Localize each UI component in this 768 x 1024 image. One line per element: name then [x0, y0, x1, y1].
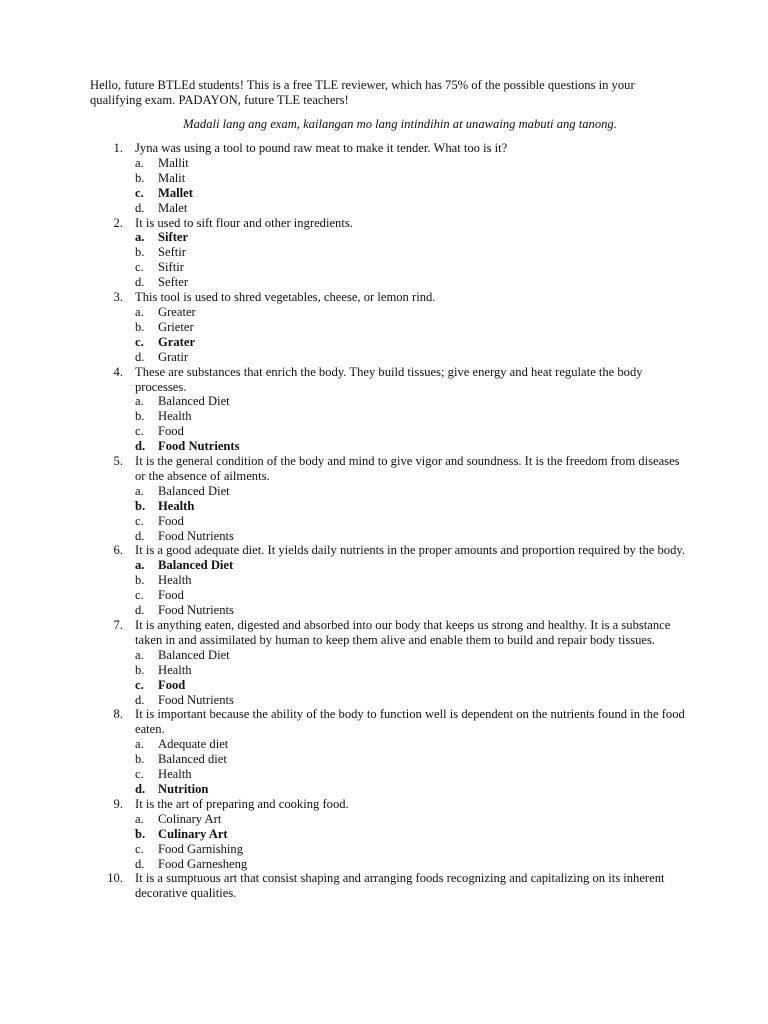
- option-text: Food Nutrients: [158, 439, 240, 454]
- question-item: [90, 365, 690, 454]
- question-text: This tool is used to shred vegetables, cheese, or lemon rind.: [135, 290, 436, 305]
- option-letter: d.: [135, 349, 145, 364]
- question-text: It is used to sift flour and other ingredients.: [135, 215, 353, 230]
- option-text: Balanced Diet: [158, 647, 230, 662]
- option-text: Food: [158, 677, 186, 692]
- option-letter: c.: [135, 513, 144, 528]
- answer-option: [135, 305, 690, 320]
- answer-option: [135, 812, 690, 827]
- question-item: [90, 618, 690, 707]
- answer-option: [135, 409, 690, 424]
- answer-option: [135, 737, 690, 752]
- correct-answer-option: [135, 439, 690, 454]
- option-text: Malit: [158, 170, 186, 185]
- answer-option: [135, 767, 690, 782]
- option-text: Siftir: [158, 260, 184, 275]
- answer-option: [135, 260, 690, 275]
- answer-option: [135, 484, 690, 499]
- option-letter: d.: [135, 603, 145, 618]
- option-letter: d.: [135, 692, 145, 707]
- correct-answer-option: [135, 827, 690, 842]
- option-letter: b.: [135, 826, 146, 841]
- option-text: Seftir: [158, 245, 186, 260]
- correct-answer-option: [135, 558, 690, 573]
- option-text: Greater: [158, 304, 196, 319]
- question-list: [90, 141, 690, 901]
- option-text: Food Nutrients: [158, 528, 234, 543]
- question-item: [90, 797, 690, 872]
- answer-option: [135, 275, 690, 290]
- answer-option: [135, 663, 690, 678]
- option-letter: b.: [135, 573, 145, 588]
- option-text: Balanced Diet: [158, 483, 230, 498]
- answer-option: [135, 529, 690, 544]
- answer-option: [135, 156, 690, 171]
- option-letter: b.: [135, 319, 145, 334]
- answer-option: [135, 171, 690, 186]
- answer-option: [135, 752, 690, 767]
- option-letter: c.: [135, 260, 144, 275]
- correct-answer-option: [135, 499, 690, 514]
- answer-option: [135, 514, 690, 529]
- answer-option: [135, 857, 690, 872]
- option-letter: a.: [135, 811, 144, 826]
- option-text: Culinary Art: [158, 826, 228, 841]
- option-text: Balanced diet: [158, 752, 227, 767]
- question-number: 4.: [113, 364, 123, 379]
- option-text: Adequate diet: [158, 737, 229, 752]
- option-text: Nutrition: [158, 781, 209, 796]
- question-number: 9.: [113, 796, 123, 811]
- option-text: Balanced Diet: [158, 394, 230, 409]
- option-letter: b.: [135, 245, 145, 260]
- question-text: Jyna was using a tool to pound raw meat to make it tender. What too is it?: [135, 141, 508, 155]
- answer-option: [135, 842, 690, 857]
- answer-option: [135, 201, 690, 216]
- option-text: Health: [158, 409, 192, 424]
- option-letter: c.: [135, 841, 144, 856]
- question-number: 5.: [113, 454, 123, 469]
- correct-answer-option: [135, 782, 690, 797]
- answer-option: [135, 573, 690, 588]
- question-number: 8.: [113, 707, 123, 722]
- question-item: [90, 290, 690, 365]
- correct-answer-option: [135, 335, 690, 350]
- option-letter: a.: [135, 230, 145, 245]
- question-item: [90, 141, 690, 216]
- option-letter: c.: [135, 767, 144, 782]
- option-text: Mallet: [158, 185, 193, 200]
- question-text: It is the general condition of the body and mind to give vigor and soundness. It is the freedom from diseases or the absence of ailments.: [135, 454, 680, 483]
- question-number: 10.: [107, 871, 123, 886]
- option-text: Health: [158, 498, 195, 513]
- option-text: Gratir: [158, 349, 189, 364]
- option-text: Health: [158, 662, 192, 677]
- option-letter: c.: [135, 334, 144, 349]
- option-letter: a.: [135, 558, 145, 573]
- answer-option: [135, 394, 690, 409]
- question-item: [90, 871, 690, 901]
- option-letter: d.: [135, 528, 145, 543]
- question-text: It is the art of preparing and cooking food.: [135, 796, 349, 811]
- option-letter: d.: [135, 275, 145, 290]
- question-number: 3.: [113, 290, 123, 305]
- option-text: Food: [158, 588, 184, 603]
- answer-option: [135, 693, 690, 708]
- option-text: Mallit: [158, 155, 189, 170]
- question-number: 2.: [113, 215, 123, 230]
- option-text: Food Nutrients: [158, 692, 234, 707]
- question-text: It is important because the ability of the body to function well is dependent on the nutrients found in the food eaten.: [135, 707, 685, 737]
- intro-paragraph: Hello, future BTLEd students! This is a free TLE reviewer, which has 75% of the possible questions in your qualifying exam. PADAYON, future TLE teachers!: [90, 78, 635, 107]
- question-text: It is anything eaten, digested and absorbed into our body that keeps us strong and healthy. It is a substance taken in and assimilated by human to keep them alive and enable them to build and repair body tissues.: [135, 618, 671, 647]
- question-item: [90, 707, 690, 796]
- tagline: Madali lang ang exam, kailangan mo lang intindihin at unawaing mabuti ang tanong.: [183, 117, 617, 131]
- option-letter: d.: [135, 439, 146, 454]
- question-number: 1.: [113, 141, 123, 155]
- correct-answer-option: [135, 186, 690, 201]
- option-letter: d.: [135, 781, 146, 796]
- option-text: Health: [158, 767, 192, 782]
- answer-option: [135, 424, 690, 439]
- option-letter: b.: [135, 409, 145, 424]
- answer-option: [135, 603, 690, 618]
- option-letter: c.: [135, 424, 144, 439]
- option-letter: b.: [135, 752, 145, 767]
- correct-answer-option: [135, 230, 690, 245]
- option-letter: c.: [135, 677, 144, 692]
- option-letter: a.: [135, 483, 144, 498]
- answer-option: [135, 320, 690, 335]
- question-item: [90, 216, 690, 291]
- option-letter: a.: [135, 304, 144, 319]
- option-text: Sefter: [158, 275, 189, 290]
- option-letter: a.: [135, 394, 144, 409]
- option-text: Food: [158, 424, 184, 439]
- option-letter: c.: [135, 588, 144, 603]
- option-text: Sifter: [158, 230, 189, 245]
- option-letter: b.: [135, 498, 146, 513]
- option-text: Grieter: [158, 319, 194, 334]
- option-letter: a.: [135, 155, 144, 170]
- option-letter: d.: [135, 856, 145, 871]
- option-text: Food Garnishing: [158, 841, 244, 856]
- question-text: It is a good adequate diet. It yields daily nutrients in the proper amounts and proportion required by the body.: [135, 543, 686, 558]
- question-item: [90, 454, 690, 543]
- option-text: Food: [158, 513, 184, 528]
- correct-answer-option: [135, 678, 690, 693]
- question-text: It is a sumptuous art that consist shaping and arranging foods recognizing and capitalizing on its inherent decorative qualities.: [135, 871, 665, 901]
- question-number: 6.: [113, 543, 123, 558]
- option-text: Food Garnesheng: [158, 856, 248, 871]
- question-item: [90, 543, 690, 618]
- answer-option: [135, 245, 690, 260]
- answer-option: [135, 588, 690, 603]
- option-letter: b.: [135, 170, 145, 185]
- option-text: Colinary Art: [158, 811, 222, 826]
- option-letter: c.: [135, 185, 144, 200]
- question-number: 7.: [113, 618, 123, 632]
- question-text: These are substances that enrich the body. They build tissues; give energy and heat regulate the body processes.: [135, 364, 643, 394]
- option-text: Balanced Diet: [158, 558, 234, 573]
- answer-option: [135, 648, 690, 663]
- option-letter: d.: [135, 200, 145, 215]
- option-letter: b.: [135, 662, 145, 677]
- option-text: Health: [158, 573, 192, 588]
- option-text: Food Nutrients: [158, 603, 234, 618]
- option-text: Grater: [158, 334, 196, 349]
- option-text: Malet: [158, 200, 188, 215]
- answer-option: [135, 350, 690, 365]
- option-letter: a.: [135, 647, 144, 662]
- option-letter: a.: [135, 737, 144, 752]
